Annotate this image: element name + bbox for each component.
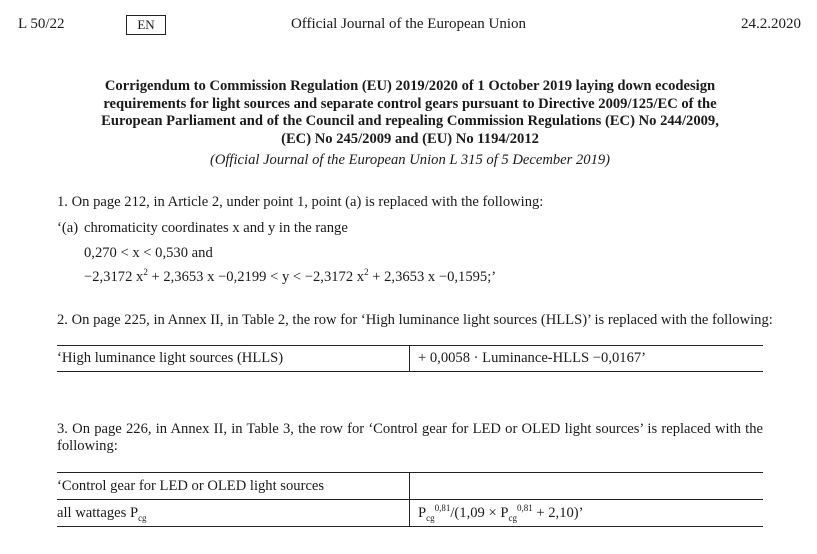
table-3-row-1-category: ‘Control gear for LED or OLED light sources xyxy=(57,478,325,494)
item-1-point-label: ‘(a) xyxy=(57,220,79,236)
page-reference: L 50/22 xyxy=(18,16,65,32)
item-1-range-1: 0,270 < x < 0,530 and xyxy=(84,245,213,261)
item-1-intro: 1. On page 212, in Article 2, under point 1, point (a) is replaced with the following: xyxy=(57,194,544,210)
table-3-row-2-formula: $P_{cg}^{0,81}/(1,09 \times P_{cg}^{0,81} + 2,10)$’ xyxy=(418,503,584,523)
publication-date: 24.2.2020 xyxy=(741,16,801,32)
table-2-cell-category: ‘High luminance light sources (HLLS) xyxy=(57,350,284,366)
item-2-intro: 2. On page 225, in Annex II, in Table 2, the row for ‘High luminance light sources (HLLS)’ is replaced with the following: xyxy=(57,312,773,328)
table-2-top-rule xyxy=(57,345,763,346)
title-line-1: Corrigendum to Commission Regulation (EU) 2019/2020 of 1 October 2019 laying down ecodesign xyxy=(104,78,716,94)
item-1-range-2: −2,3172 $x^2 + 2,3653$ x −0,2199 < y < −2,3172 $x^2 + 2,3653$ x −0,1595;’ xyxy=(84,267,497,285)
title-line-3: European Parliament and of the Council and repealing Commission Regulations (EC) No 244/2009, xyxy=(101,113,719,129)
item-1-point-text: chromaticity coordinates x and y in the range xyxy=(84,220,348,236)
table-2-cell-formula: + 0,0058 · Luminance-HLLS −0,0167’ xyxy=(418,350,647,366)
table-3-middle-rule xyxy=(57,499,763,500)
item-3-intro: 3. On page 226, in Annex II, in Table 3, the row for ‘Control gear for LED or OLED light sources’ is replaced with the following: xyxy=(57,421,763,454)
table-3-row-2-wattage: all wattages $P_{cg}$ xyxy=(57,505,147,523)
document-subtitle: (Official Journal of the European Union L 315 of 5 December 2019) xyxy=(209,152,611,168)
table-2-bottom-rule xyxy=(57,371,763,372)
title-line-4: (EC) No 245/2009 and (EU) No 1194/2012 xyxy=(281,130,539,147)
document-title xyxy=(60,78,760,148)
table-3-top-rule xyxy=(57,472,763,473)
language-badge: EN xyxy=(126,15,166,35)
title-line-2: requirements for light sources and separate control gears pursuant to Directive 2009/125/EC of the xyxy=(103,95,717,112)
table-3-bottom-rule xyxy=(57,526,763,527)
table-2-divider xyxy=(409,345,410,371)
journal-title: Official Journal of the European Union xyxy=(290,16,527,32)
